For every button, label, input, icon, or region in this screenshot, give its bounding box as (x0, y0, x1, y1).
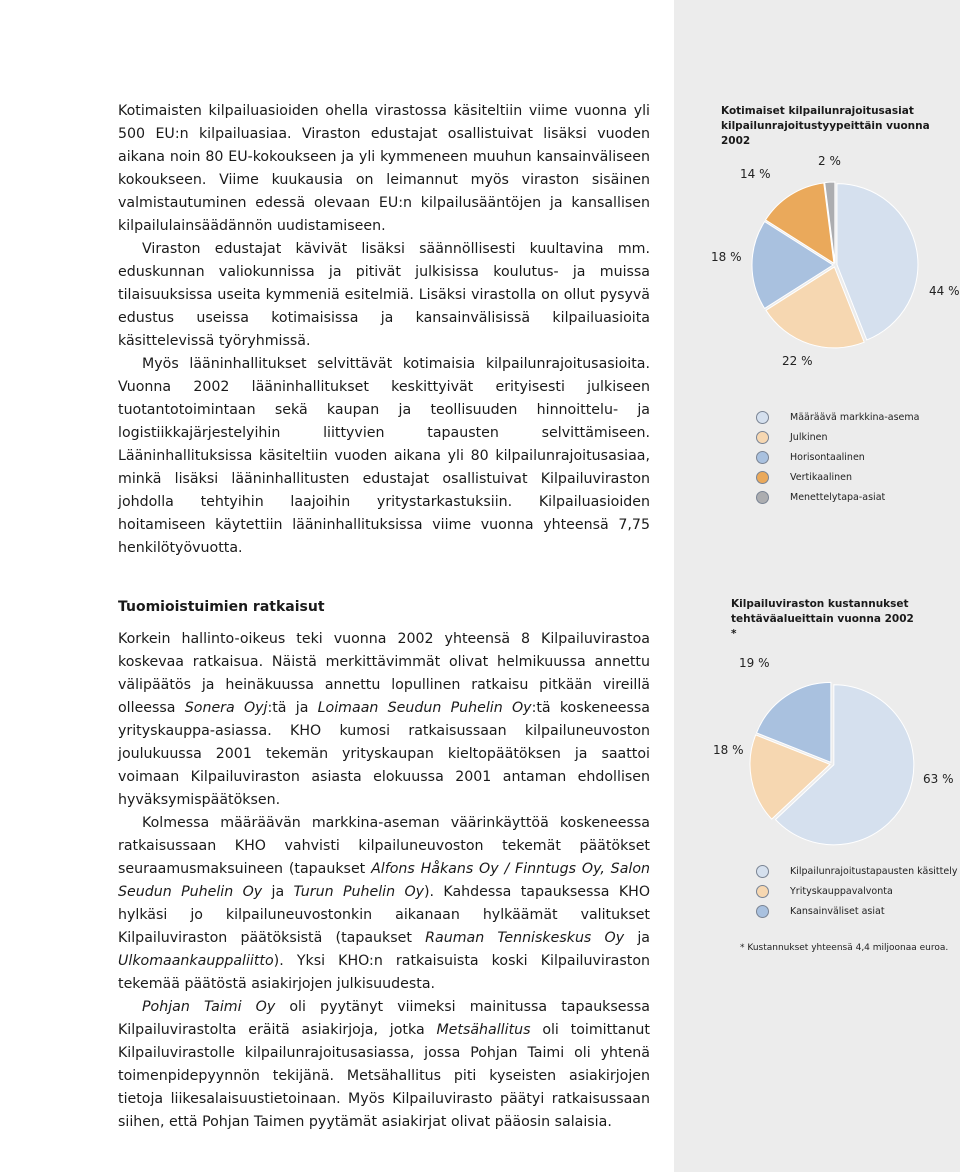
slice-label: 2 % (818, 154, 841, 168)
slice-label: 18 % (711, 250, 742, 264)
legend-item: Menettelytapa-asiat (756, 491, 919, 511)
slice-label: 19 % (739, 656, 770, 670)
paragraph: Pohjan Taimi Oy oli pyytänyt viimeksi mainitussa tapauksessa Kilpailuvirastolta eräitä asiakirjoja, jotka Metsähallitus oli toimittanut Kilpailuvirastolle kilpailunrajoitusasiassa, jossa Pohjan Taimi oli yhtenä toimenpidepyynnön tekijänä. Metsähallitus piti kyseisten asiakirjojen tietoja liikesalaisuustietoinaan. Myös Kilpailuvirasto päätyi ratkaisussaan siihen, että Pohjan Taimen pyytämät asiakirjat olivat pääosin salaisia. (118, 999, 650, 1130)
paragraph: Viraston edustajat kävivät lisäksi säännöllisesti kuultavina mm. eduskunnan valiokunnissa ja pitivät julkisissa koulutus- ja muissa tilaisuuksissa useita kymmeniä esitelmiä. Lisäksi virastolla on ollut pysyvä edustus useissa kotimaisissa ja kansainvälisissä kilpailuasioita käsittelevissä työryhmissä. (118, 241, 650, 349)
paragraph: Kolmessa määräävän markkina-aseman väärinkäyttöä koskeneessa ratkaisussaan KHO vahvisti kilpailuneuvoston tekemät päätökset seuraamusmaksuineen (tapaukset Alfons Håkans Oy / Finntugs Oy, Salon Seudun Puhelin Oy ja Turun Puhelin Oy). Kahdessa tapauksessa KHO hylkäsi jo kilpailuneuvostonkin aikanaan hylkäämät valitukset Kilpailuviraston päätöksistä (tapaukset Rauman Tenniskeskus Oy ja Ulkomaankauppaliitto). Yksi KHO:n ratkaisuista koski Kilpailuviraston tekemää päätöstä asiakirjojen julkisuudesta. (118, 815, 650, 992)
legend-item: Julkinen (756, 431, 919, 451)
paragraph: Myös lääninhallitukset selvittävät kotimaisia kilpailunrajoitusasioita. Vuonna 2002 lääninhallitukset keskittyivät erityisesti julkiseen tuotantotoimintaan sekä kaupan ja teollisuuden hinnoittelu- ja logistiikkajärjestelyihin liittyvien tapausten selvittämiseen. Lääninhallituksissa käsiteltiin vuoden aikana yli 80 kilpailunrajoitusasiaa, minkä lisäksi lääninhallitusten edustajat osallistuivat Kilpailuviraston johdolla tehtyihin laajoihin yritystarkastuksiin. Kilpailuasioiden hoitamiseen käytettiin lääninhallituksissa viime vuonna yhteensä 7,75 henkilötyövuotta. (118, 356, 650, 556)
pie-chart (742, 674, 922, 854)
legend-swatch (756, 905, 769, 918)
legend-swatch (756, 451, 769, 464)
chart-footnote: * Kustannukset yhteensä 4,4 miljoonaa euroa. (740, 943, 949, 953)
legend-swatch (756, 431, 769, 444)
chart-title: Kilpailuviraston kustannukset tehtäväalueittain vuonna 2002 * (731, 598, 914, 640)
paragraph: Korkein hallinto-oikeus teki vuonna 2002 yhteensä 8 Kilpailuvirastoa koskevaa ratkaisua. Näistä merkittävimmät olivat helmikuussa annettu välipäätös ja heinäkuussa annettu lopullinen ratkaisu pitkään vireillä olleessa Sonera Oyj:tä ja Loimaan Seudun Puhelin Oy:tä koskeneessa yrityskauppa-asiassa. KHO kumosi ratkaisussaan kilpailuneuvoston joulukuussa 2001 tekemän yrityskaupan kieltopäätöksen ja saattoi voimaan Kilpailuviraston asiasta elokuussa 2001 antaman ehdollisen hyväksymispäätöksen. (118, 631, 650, 808)
slice-label: 22 % (782, 354, 813, 368)
slice-label: 63 % (923, 772, 954, 786)
legend-swatch (756, 471, 769, 484)
slice-label: 14 % (740, 167, 771, 181)
legend-item: Kansainväliset asiat (756, 905, 957, 925)
paragraph: Kotimaisten kilpailuasioiden ohella virastossa käsiteltiin viime vuonna yli 500 EU:n kilpailuasiaa. Viraston edustajat osallistuivat lisäksi vuoden aikana noin 80 EU-kokoukseen ja yli kymmeneen muuhun kansainväliseen kokoukseen. Viime kuukausia on leimannut myös viraston sisäinen valmistautuminen edessä olevaan EU:n kilpailusääntöjen ja kansallisen kilpailulainsäädännön uudistamiseen. (118, 103, 650, 234)
legend-swatch (756, 411, 769, 424)
chart-legend (756, 411, 919, 511)
legend-item: Vertikaalinen (756, 471, 919, 491)
legend-item: Määräävä markkina-asema (756, 411, 919, 431)
chart-title: Kotimaiset kilpailunrajoitusasiat kilpailunrajoitustyypeittäin vuonna 2002 (721, 105, 930, 147)
article-text (118, 100, 650, 1134)
legend-swatch (756, 865, 769, 878)
slice-label: 44 % (929, 284, 960, 298)
pie-chart (745, 175, 925, 355)
legend-item: Horisontaalinen (756, 451, 919, 471)
slice-label: 18 % (713, 743, 744, 757)
legend-item: Yrityskauppavalvonta (756, 885, 957, 905)
legend-item: Kilpailunrajoitustapausten käsittely (756, 865, 957, 885)
chart-legend (756, 865, 957, 925)
section-heading: Tuomioistuimien ratkaisut (118, 599, 325, 615)
legend-swatch (756, 491, 769, 504)
legend-swatch (756, 885, 769, 898)
